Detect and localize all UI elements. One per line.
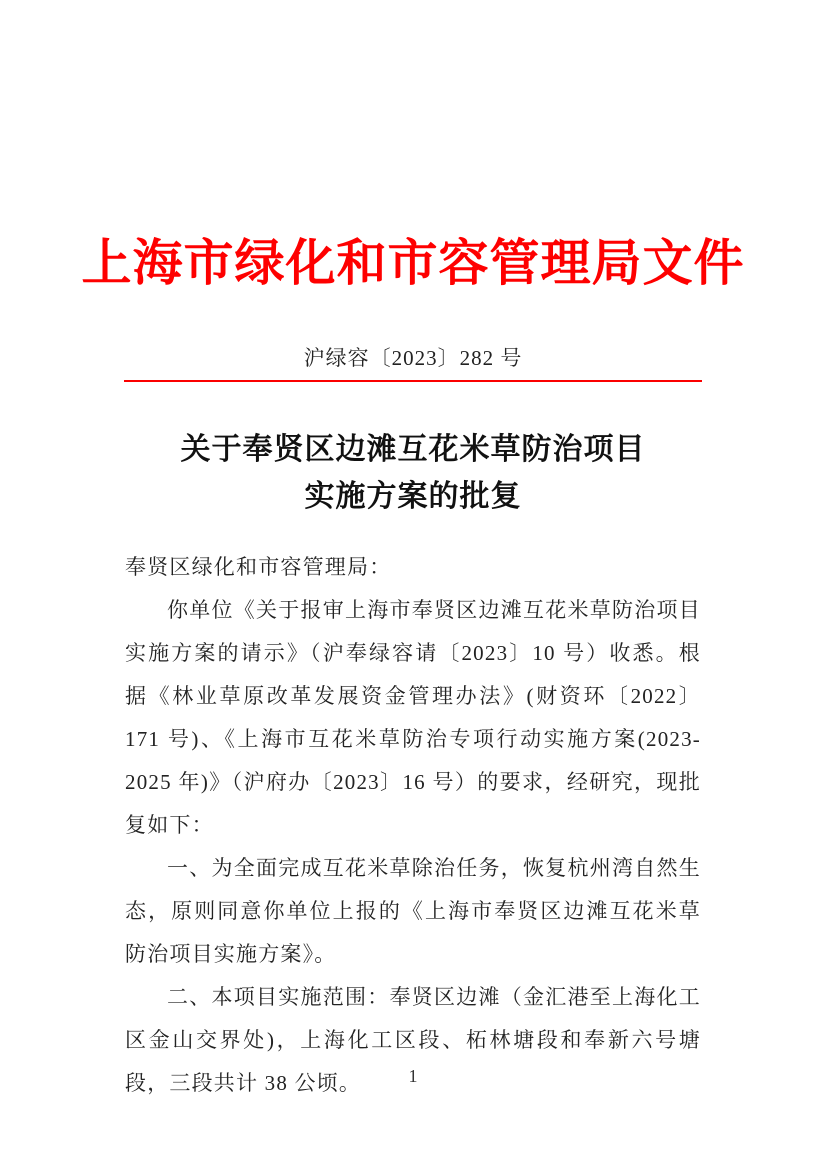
agency-letterhead-title: 上海市绿化和市容管理局文件	[81, 235, 745, 291]
body-paragraph-1: 你单位《关于报审上海市奉贤区边滩互花米草防治项目实施方案的请示》（沪奉绿容请〔2023〕10 号）收悉。根据《林业草原改革发展资金管理办法》(财资环〔2022〕171 号)、《上海市互花米草防治专项行动实施方案(2023-2025 年)》（沪府办〔2023〕16 号）的要求，经研究，现批复如下：	[125, 598, 701, 837]
document-title	[0, 426, 826, 520]
document-reference-number: 沪绿容〔2023〕282 号	[303, 346, 523, 370]
page-number: 1	[408, 1066, 418, 1086]
red-divider-line	[124, 380, 702, 382]
document-title-line-2: 实施方案的批复	[304, 480, 522, 513]
body-paragraph-2: 一、为全面完成互花米草除治任务，恢复杭州湾自然生态，原则同意你单位上报的《上海市奉贤区边滩互花米草防治项目实施方案》。	[125, 856, 701, 966]
addressee-line: 奉贤区绿化和市容管理局：	[125, 555, 392, 579]
body-paragraph-3: 二、本项目实施范围：奉贤区边滩（金汇港至上海化工区金山交界处)，上海化工区段、柘林塘段和奉新六号塘段，三段共计 38 公顷。	[125, 985, 701, 1095]
document-title-line-1: 关于奉贤区边滩互花米草防治项目	[180, 433, 646, 466]
document-body	[125, 546, 701, 1105]
